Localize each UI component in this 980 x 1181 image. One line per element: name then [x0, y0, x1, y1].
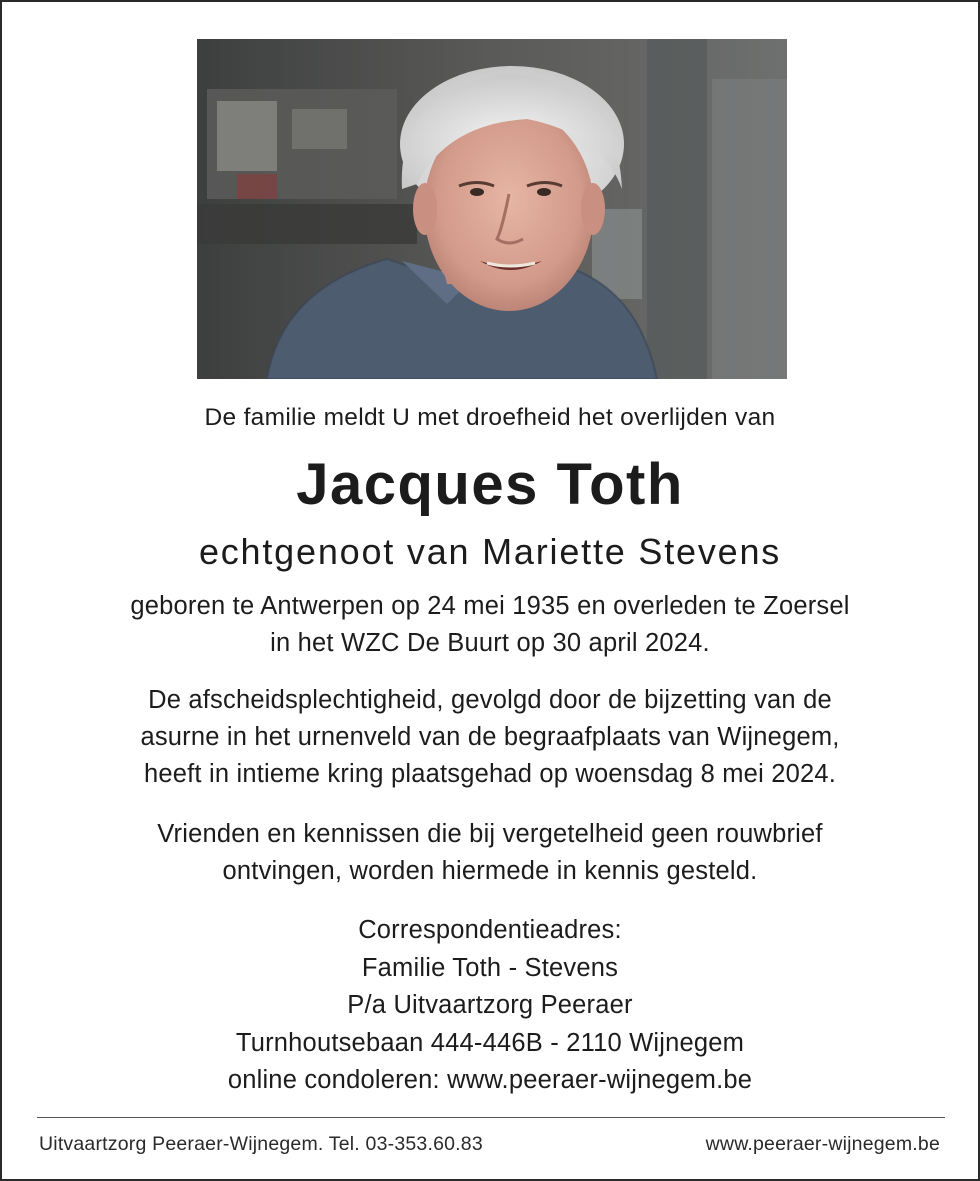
footer-website: www.peeraer-wijnegem.be: [705, 1133, 940, 1155]
address-street: Turnhoutsebaan 444-446B - 2110 Wijnegem: [235, 1028, 745, 1057]
birth-line-2: in het WZC De Buurt op 30 april 2024.: [270, 629, 710, 657]
online-condolence: online condoleren: www.peeraer-wijnegem.be: [227, 1066, 753, 1094]
ceremony-line-2: asurne in het urnenveld van de begraafplaats van Wijnegem,: [140, 723, 840, 751]
address-heading: Correspondentieadres:: [358, 916, 622, 944]
portrait-photo: [197, 39, 787, 379]
notice-line-1: Vrienden en kennissen die bij vergetelheid geen rouwbrief: [157, 820, 823, 848]
intro-text: De familie meldt U met droefheid het overlijden van: [204, 404, 776, 431]
footer-contact: Uitvaartzorg Peeraer-Wijnegem. Tel. 03-353.60.83: [39, 1133, 483, 1155]
birth-line-1: geboren te Antwerpen op 24 mei 1935 en overleden te Zoersel: [130, 592, 850, 620]
ceremony-line-1: De afscheidsplechtigheid, gevolgd door de bijzetting van de: [148, 686, 832, 714]
address-care-of: P/a Uitvaartzorg Peeraer: [347, 991, 633, 1019]
ceremony-line-3: heeft in intieme kring plaatsgehad op woensdag 8 mei 2024.: [143, 760, 837, 788]
address-family: Familie Toth - Stevens: [361, 953, 619, 982]
notice-line-2: ontvingen, worden hiermede in kennis gesteld.: [222, 857, 758, 885]
footer-divider: [37, 1117, 945, 1118]
ceremony-paragraph: [2, 682, 978, 793]
birth-death-paragraph: [2, 588, 978, 662]
deceased-name: Jacques Toth: [296, 452, 684, 517]
spouse-line: echtgenoot van Mariette Stevens: [198, 531, 782, 572]
notice-paragraph: [2, 816, 978, 890]
correspondence-address: [2, 912, 978, 1100]
